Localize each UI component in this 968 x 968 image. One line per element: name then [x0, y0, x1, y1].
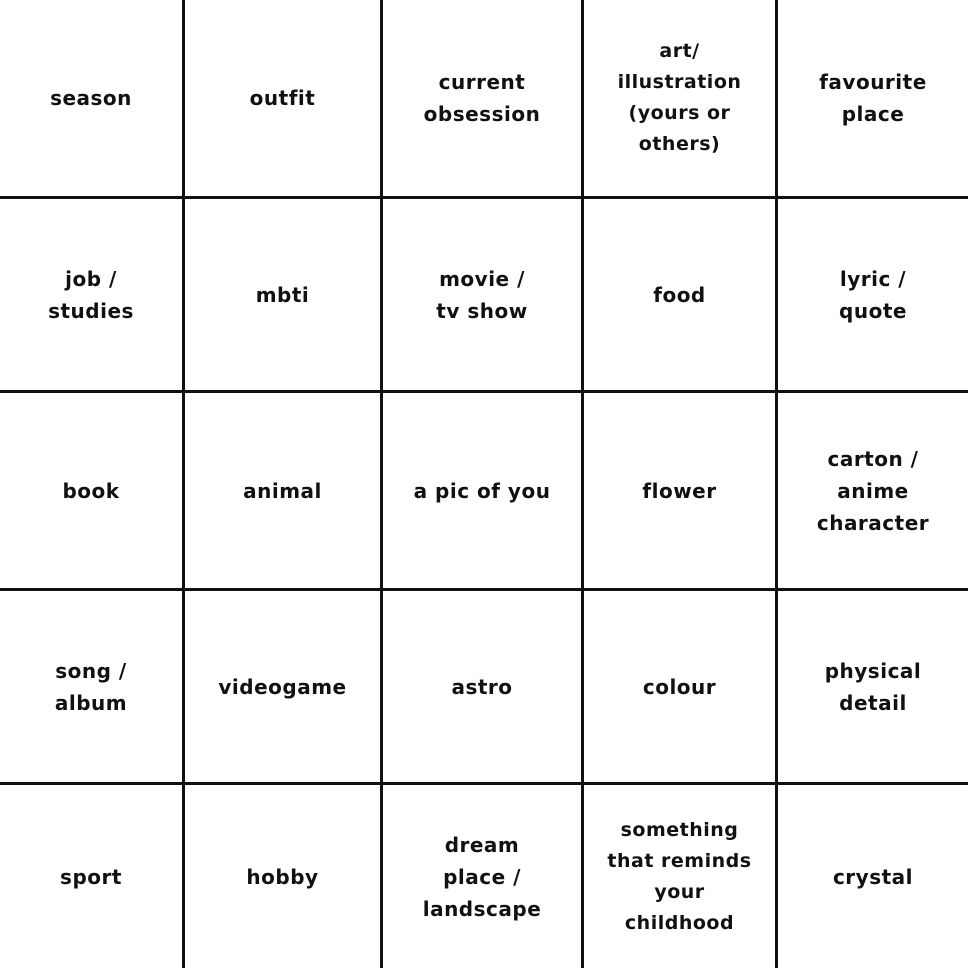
grid-cell: [185, 0, 380, 196]
grid-cell: [778, 0, 968, 196]
cell-label: something that reminds your childhood: [607, 818, 752, 934]
grid-cell: [778, 393, 968, 588]
cell-label: mbti: [255, 282, 310, 307]
grid-cell: [584, 0, 775, 196]
cell-label: food: [653, 282, 706, 307]
grid-cell: [0, 591, 182, 782]
grid-cell: [383, 199, 581, 390]
cell-label: hobby: [246, 864, 319, 889]
grid-cell: [584, 591, 775, 782]
grid-cell: [584, 785, 775, 968]
cell-label: dream place / landscape: [422, 832, 542, 921]
cell-label: videogame: [218, 674, 347, 699]
cell-label: book: [62, 478, 120, 503]
cell-label: astro: [451, 674, 513, 699]
cell-label: flower: [642, 478, 717, 503]
cell-label: outfit: [249, 86, 316, 110]
grid-cell: [383, 0, 581, 196]
grid-cell: [0, 199, 182, 390]
grid-cell: [584, 393, 775, 588]
grid-cell: [778, 199, 968, 390]
cell-label: current obsession: [423, 70, 541, 126]
cell-label: animal: [243, 478, 322, 503]
grid-cell: [383, 591, 581, 782]
grid-cell: [185, 199, 380, 390]
cell-label: job / studies: [48, 266, 134, 323]
cell-label: lyric / quote: [839, 266, 907, 323]
grid-cell: [584, 199, 775, 390]
grid-cell: [185, 393, 380, 588]
cell-label: carton / anime character: [816, 446, 930, 535]
grid-cell: [383, 393, 581, 588]
grid-cell: [383, 785, 581, 968]
grid-cell: [0, 0, 182, 196]
cell-label: a pic of you: [413, 478, 551, 503]
cell-label: physical detail: [824, 658, 922, 715]
grid-cell: [778, 591, 968, 782]
grid-cell: [0, 393, 182, 588]
grid-cell: [185, 785, 380, 968]
cell-label: season: [50, 86, 132, 110]
grid-cell: [778, 785, 968, 968]
cell-label: sport: [60, 864, 122, 889]
grid-cell: [0, 785, 182, 968]
grid-cell: [185, 591, 380, 782]
cell-label: crystal: [832, 864, 914, 889]
cell-label: movie / tv show: [436, 266, 528, 323]
cell-label: art/ illustration (yours or others): [617, 40, 742, 155]
cell-label: song / album: [54, 658, 128, 715]
cell-label: favourite place: [819, 70, 927, 126]
cell-label: colour: [642, 674, 717, 699]
